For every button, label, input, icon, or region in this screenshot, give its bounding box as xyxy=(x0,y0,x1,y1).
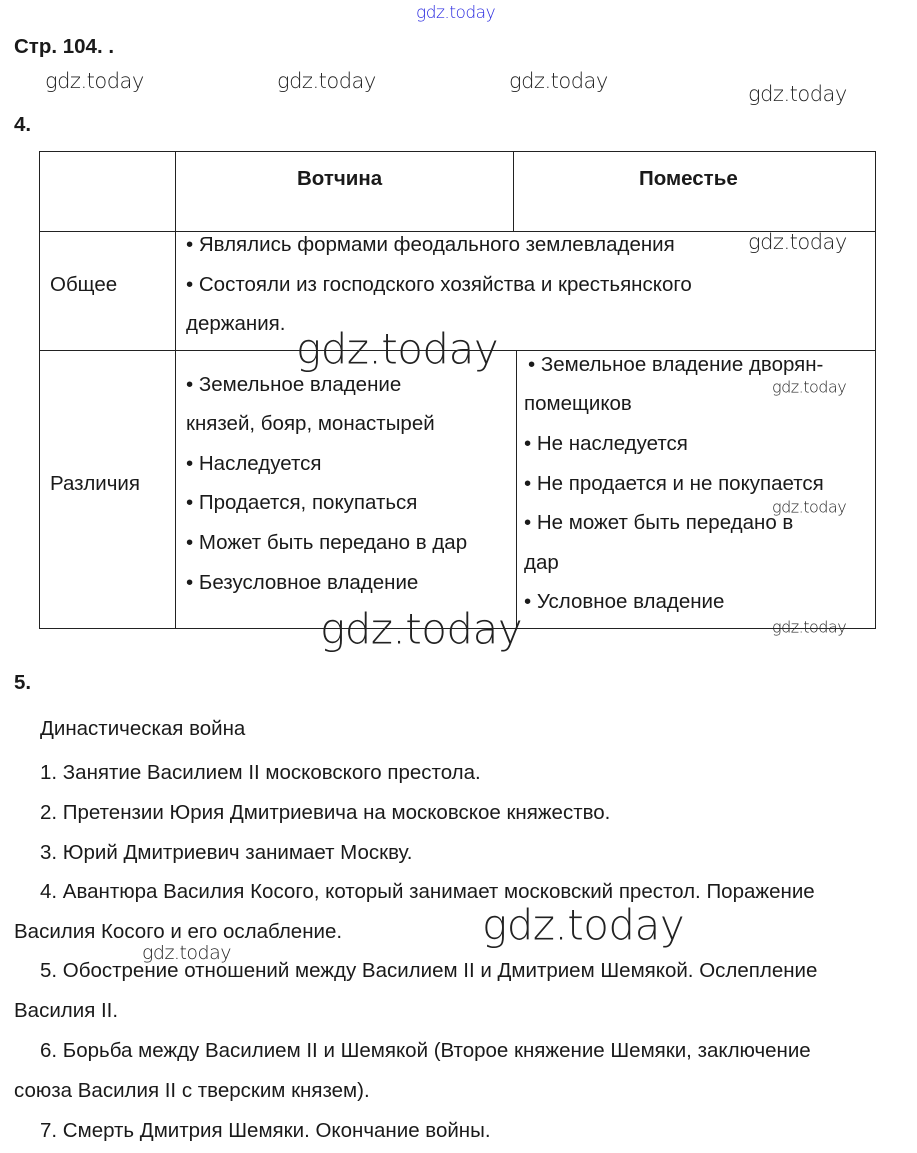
watermark: gdz.today xyxy=(277,69,376,93)
watermark: gdz.today xyxy=(772,617,847,637)
watermark: gdz.today xyxy=(772,377,847,397)
votchina-line: • Может быть передано в дар xyxy=(186,531,468,554)
header-pomestie: Поместье xyxy=(639,167,738,190)
task5-line: 1. Занятие Василием II московского престола. xyxy=(40,761,481,784)
pomestie-line: • Не наследуется xyxy=(524,432,688,455)
task5-line: союза Василия II с тверским князем). xyxy=(14,1079,370,1102)
row-label-differences: Различия xyxy=(50,472,140,495)
votchina-line: • Наследуется xyxy=(186,452,322,475)
common-line: • Являлись формами феодального землевладения xyxy=(186,233,675,256)
header-votchina: Вотчина xyxy=(297,167,383,190)
row-label-common: Общее xyxy=(50,273,118,296)
pomestie-line: • Условное владение xyxy=(524,590,725,613)
common-line: • Состояли из господского хозяйства и крестьянского xyxy=(186,273,692,296)
watermark: gdz.today xyxy=(482,900,685,950)
common-line: держания. xyxy=(186,312,286,335)
watermark: gdz.today xyxy=(142,942,231,964)
votchina-line: • Земельное владение xyxy=(186,373,402,396)
page-label: Стр. 104. . xyxy=(14,35,115,58)
pomestie-line: • Не продается и не покупается xyxy=(524,472,824,495)
watermark: gdz.today xyxy=(509,69,608,93)
watermark: gdz.today xyxy=(772,497,847,517)
task5-number: 5. xyxy=(14,671,32,694)
watermark: gdz.today xyxy=(45,69,144,93)
watermark: gdz.today xyxy=(748,230,847,254)
task5-line: Василия II. xyxy=(14,999,119,1022)
task5-title: Династическая война xyxy=(40,717,246,740)
pomestie-line: • Земельное владение дворян- xyxy=(528,353,824,376)
votchina-line: князей, бояр, монастырей xyxy=(186,412,435,435)
watermark: gdz.today xyxy=(416,3,496,23)
watermark: gdz.today xyxy=(296,324,499,374)
watermark: gdz.today xyxy=(320,604,523,654)
pomestie-line: помещиков xyxy=(524,392,632,415)
task5-line: 4. Авантюра Василия Косого, который занимает московский престол. Поражение xyxy=(40,880,815,903)
pomestie-line: • Не может быть передано в xyxy=(524,511,794,534)
pomestie-line: дар xyxy=(524,551,559,574)
watermark: gdz.today xyxy=(748,82,847,106)
task5-line: Василия Косого и его ослабление. xyxy=(14,920,343,943)
task5-line: 3. Юрий Дмитриевич занимает Москву. xyxy=(40,841,413,864)
task5-line: 6. Борьба между Василием II и Шемякой (Второе княжение Шемяки, заключение xyxy=(40,1039,811,1062)
task5-line: 7. Смерть Дмитрия Шемяки. Окончание войны. xyxy=(40,1119,491,1142)
votchina-line: • Продается, покупаться xyxy=(186,491,418,514)
votchina-line: • Безусловное владение xyxy=(186,571,419,594)
task4-number: 4. xyxy=(14,113,32,136)
task5-line: 5. Обострение отношений между Василием II и Дмитрием Шемякой. Ослепление xyxy=(40,959,818,982)
task5-line: 2. Претензии Юрия Дмитриевича на московское княжество. xyxy=(40,801,611,824)
